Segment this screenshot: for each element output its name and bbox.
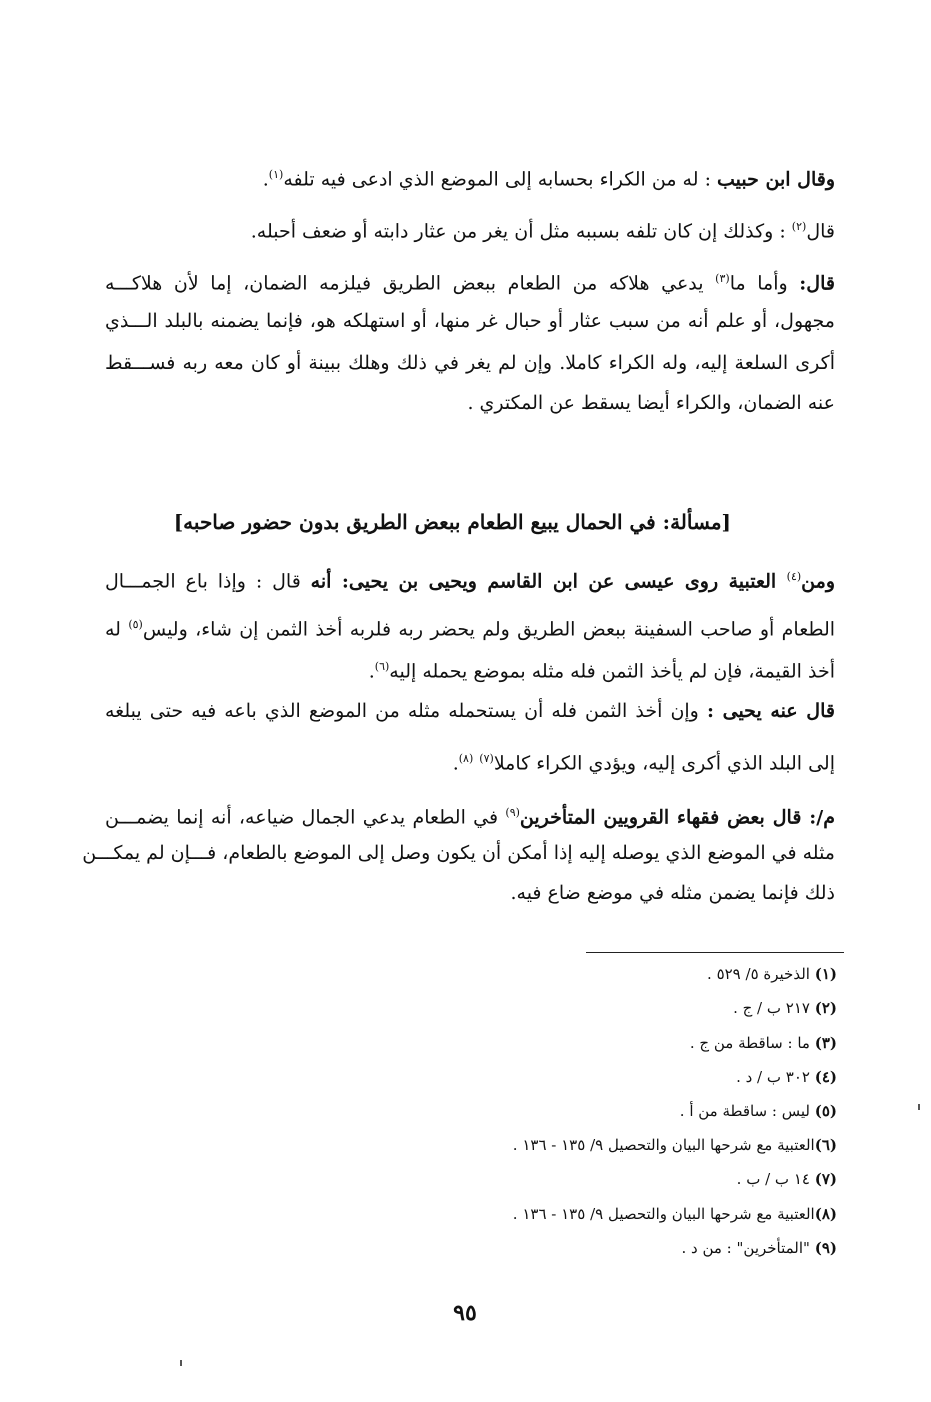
paragraph-line xyxy=(105,798,835,832)
footnote-number: (٩) xyxy=(814,1239,837,1257)
paragraph-line xyxy=(105,696,835,726)
paragraph-tail: . xyxy=(262,168,269,191)
footnote-number: (٨) xyxy=(814,1205,837,1223)
footnote-text: الذخيرة ٥/ ٥٢٩ . xyxy=(707,965,815,983)
footnote-item xyxy=(277,1238,837,1258)
footnote-text: ليس : ساقطة من أ . xyxy=(679,1102,815,1120)
paragraph-text: قال : وإذا باع الجمـــال xyxy=(105,570,311,593)
footnote-number: (٣) xyxy=(814,1034,837,1052)
footnote-number: (١) xyxy=(814,965,837,983)
paragraph-qala-2 xyxy=(105,212,835,246)
paragraph-line xyxy=(105,264,835,298)
footnote-number: (٧) xyxy=(814,1170,837,1188)
page-number: ٩٥ xyxy=(453,1300,477,1326)
footnote-item xyxy=(277,1067,837,1087)
footnote-number: (٥) xyxy=(814,1102,837,1120)
paragraph-line: مجهول، أو علم أنه من سبب عثار أو حبال غر منها، أو استهلكه هو، فإنما يضمنه بالبلد الـــذي xyxy=(105,310,835,332)
footnote-ref: (٧) xyxy=(479,752,494,765)
paragraph-lead: قال xyxy=(806,220,835,243)
footnote-text: ما : ساقطة من ج . xyxy=(689,1034,815,1052)
paragraph-lead: م/: قال بعض فقهاء القرويين المتأخرين xyxy=(519,806,835,829)
footnote-ref: (١) xyxy=(268,168,284,181)
paragraph-line xyxy=(105,610,835,644)
paragraph-text: : وكذلك إن كان تلفه بسببه مثل أن يغر من عثار دابته أو ضعف أحبله. xyxy=(250,220,792,243)
footnote-number: (٦) xyxy=(814,1136,837,1154)
footnote-text: العتبية مع شرحها البيان والتحصيل ٩/ ١٣٥ - ١٣٦ . xyxy=(512,1136,815,1154)
scan-speck xyxy=(180,1360,182,1366)
paragraph-line xyxy=(105,562,835,596)
paragraph-text: وإن أخذ الثمن فله أن يستحمله مثله من الموضع الذي باعه فيه حتى يبلغه xyxy=(105,700,707,722)
footnote-item xyxy=(277,1204,837,1224)
paragraph-text: الطعام أو صاحب السفينة ببعض الطريق ولم يحضر ربه فلربه أخذ الثمن إن شاء، وليس xyxy=(142,618,836,641)
paragraph-line: ذلك فإنما يضمن مثله في موضع ضاع فيه. xyxy=(510,882,835,904)
footnote-ref: (٣) xyxy=(715,272,730,285)
paragraph-lead: وقال ابن حبيب xyxy=(717,168,835,191)
paragraph-text: له xyxy=(105,618,129,641)
paragraph-line xyxy=(105,744,835,778)
footnote-ref: (٦) xyxy=(374,660,390,673)
paragraph-tail: . xyxy=(368,660,375,683)
footnote-ref: (٢) xyxy=(791,220,807,233)
footnote-ref: (٨) xyxy=(458,752,474,765)
paragraph-ibn-habib xyxy=(105,160,835,194)
section-heading: [مسألة: في الحمال يبيع الطعام ببعض الطريق بدون حضور صاحبه] xyxy=(173,510,731,534)
footnote-separator xyxy=(586,952,844,953)
paragraph-text: يدعي هلاكه من الطعام ببعض الطريق فيلزمه الضمان، إما لأن هلاكـــه xyxy=(105,272,716,295)
footnote-text: ٣٠٢ ب / د . xyxy=(736,1068,815,1086)
paragraph-text: وأما ما xyxy=(729,272,800,295)
footnote-item xyxy=(277,1033,837,1053)
paragraph-line: مثله في الموضع الذي يوصله إليه إذا أمكن أن يكون وصل إلى الموضع بالطعام، فـــإن لم يمكـــن xyxy=(82,842,835,864)
scan-speck xyxy=(918,1104,920,1110)
footnote-ref: (٥) xyxy=(128,618,143,631)
footnote-text: "المتأخرين" : من د . xyxy=(681,1239,815,1257)
paragraph-text: في الطعام يدعي الجمال ضياعه، أنه إنما يضمـــن xyxy=(105,806,506,829)
footnote-item xyxy=(277,1169,837,1189)
footnote-item xyxy=(277,1101,837,1121)
footnote-number: (٤) xyxy=(814,1068,837,1086)
footnote-item xyxy=(277,1135,837,1155)
footnote-item xyxy=(277,998,837,1018)
paragraph-lead: ومن xyxy=(801,570,835,593)
paragraph-text: أخذ القيمة، فإن لم يأخذ الثمن فله مثله بموضع يحمله إليه xyxy=(389,660,835,683)
footnote-number: (٢) xyxy=(814,999,837,1017)
footnote-ref: (٩) xyxy=(505,806,520,819)
paragraph-bold-text: العتبية روى عيسى عن ابن القاسم ويحيى بن يحيى: أنه xyxy=(310,570,787,593)
paragraph-lead: قال: xyxy=(799,272,835,295)
footnote-text: ٢١٧ ب / ج . xyxy=(733,999,815,1017)
paragraph-line: عنه الضمان، والكراء أيضا يسقط عن المكتري . xyxy=(467,392,835,414)
paragraph-line: أكرى السلعة إليه، وله الكراء كاملا. وإن لم يغر في ذلك وهلك ببينة أو كان معه ربه فســـقط xyxy=(105,352,835,374)
paragraph-line xyxy=(105,652,835,686)
footnote-item xyxy=(277,964,837,984)
footnote-text: ١٤ ب / ب . xyxy=(736,1170,815,1188)
footnote-text: العتبية مع شرحها البيان والتحصيل ٩/ ١٣٥ - ١٣٦ . xyxy=(512,1205,815,1223)
footnote-ref: (٤) xyxy=(786,570,802,583)
paragraph-text: : له من الكراء بحسابه إلى الموضع الذي ادعى فيه تلفه xyxy=(283,168,718,191)
paragraph-text: إلى البلد الذي أكرى إليه، ويؤدي الكراء كاملا xyxy=(493,752,835,775)
paragraph-tail: . xyxy=(452,752,459,775)
paragraph-lead: قال عنه يحيى : xyxy=(706,700,835,722)
